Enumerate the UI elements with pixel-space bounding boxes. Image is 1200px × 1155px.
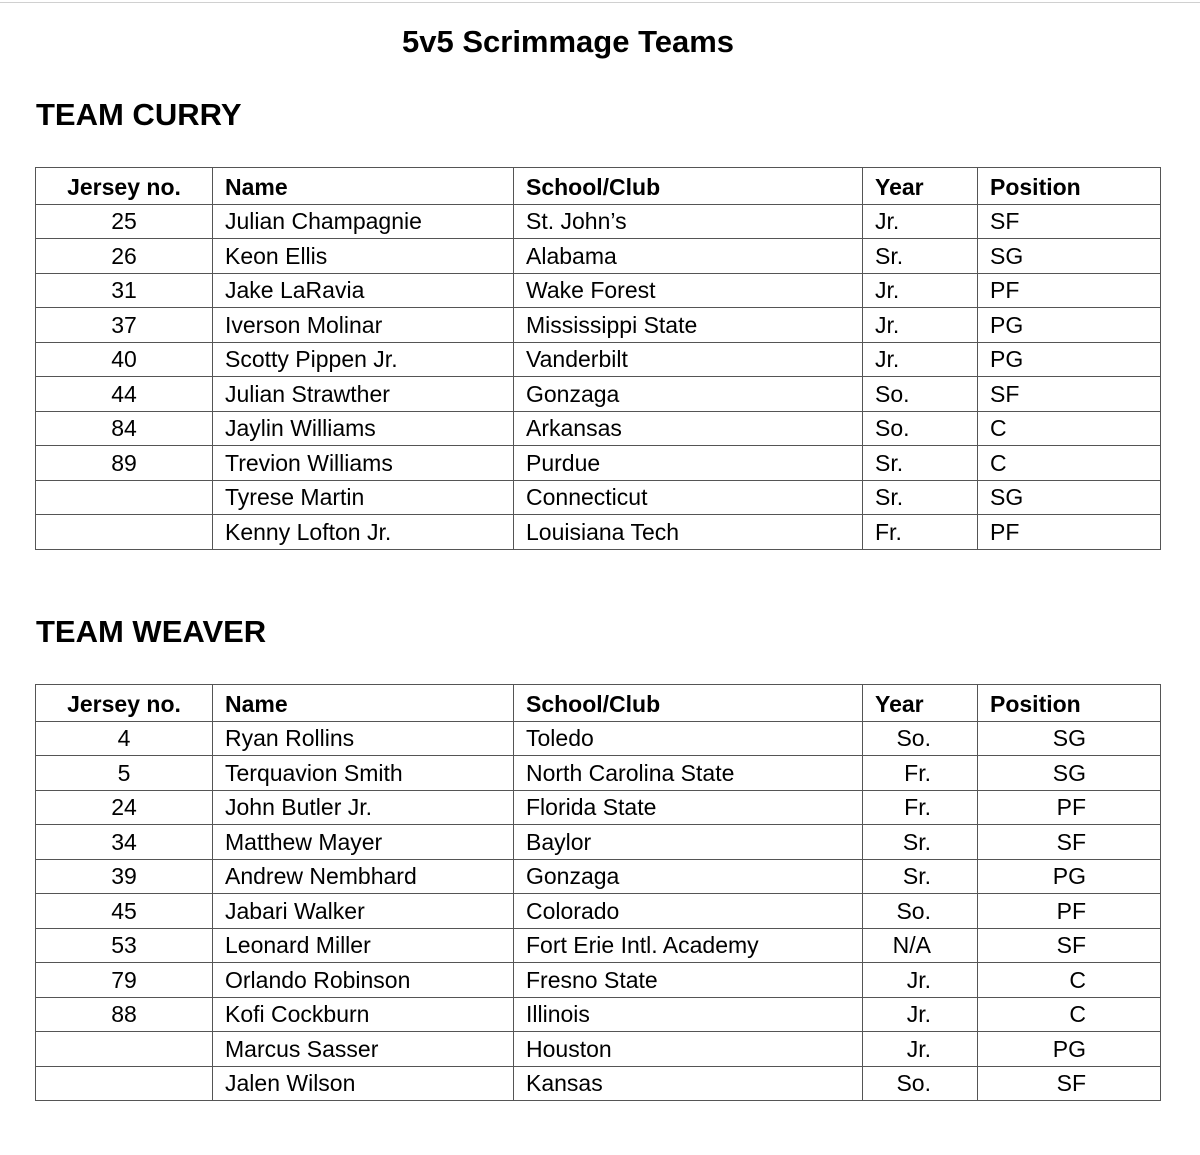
year-cell: So. bbox=[863, 1066, 978, 1101]
position-cell: SG bbox=[978, 239, 1161, 274]
player-name-cell: Iverson Molinar bbox=[213, 308, 514, 343]
table-row bbox=[36, 894, 1161, 929]
position-cell: PF bbox=[978, 894, 1161, 929]
year-cell: Fr. bbox=[863, 515, 978, 550]
year-column-header: Year bbox=[863, 685, 978, 722]
school-cell: Arkansas bbox=[514, 411, 863, 446]
position-cell: PG bbox=[978, 1032, 1161, 1067]
year-cell: Sr. bbox=[863, 859, 978, 894]
table-row bbox=[36, 204, 1161, 239]
year-cell: Jr. bbox=[863, 204, 978, 239]
school-cell: Fresno State bbox=[514, 963, 863, 998]
table-row bbox=[36, 756, 1161, 791]
position-column-header: Position bbox=[978, 168, 1161, 205]
player-name-cell: Julian Strawther bbox=[213, 377, 514, 412]
school-cell: North Carolina State bbox=[514, 756, 863, 791]
position-cell: C bbox=[978, 997, 1161, 1032]
school-cell: Colorado bbox=[514, 894, 863, 929]
year-cell: Jr. bbox=[863, 997, 978, 1032]
year-cell: So. bbox=[863, 894, 978, 929]
table-row bbox=[36, 963, 1161, 998]
table-row bbox=[36, 515, 1161, 550]
table-row bbox=[36, 928, 1161, 963]
player-name-cell: Marcus Sasser bbox=[213, 1032, 514, 1067]
player-name-cell: Jalen Wilson bbox=[213, 1066, 514, 1101]
position-column-header: Position bbox=[978, 685, 1161, 722]
position-cell: SG bbox=[978, 480, 1161, 515]
jersey-column-header: Jersey no. bbox=[36, 685, 213, 722]
player-name-cell: Scotty Pippen Jr. bbox=[213, 342, 514, 377]
table-row bbox=[36, 825, 1161, 860]
jersey-cell: 88 bbox=[36, 997, 213, 1032]
position-cell: C bbox=[978, 446, 1161, 481]
position-cell: C bbox=[978, 963, 1161, 998]
jersey-cell: 5 bbox=[36, 756, 213, 791]
position-cell: SF bbox=[978, 928, 1161, 963]
year-cell: So. bbox=[863, 377, 978, 412]
name-column-header: Name bbox=[213, 168, 514, 205]
school-cell: Alabama bbox=[514, 239, 863, 274]
jersey-cell: 53 bbox=[36, 928, 213, 963]
position-cell: SF bbox=[978, 377, 1161, 412]
jersey-column-header: Jersey no. bbox=[36, 168, 213, 205]
school-cell: Gonzaga bbox=[514, 859, 863, 894]
year-cell: N/A bbox=[863, 928, 978, 963]
player-name-cell: Trevion Williams bbox=[213, 446, 514, 481]
year-cell: Jr. bbox=[863, 1032, 978, 1067]
team-weaver-table bbox=[35, 684, 1161, 1101]
table-row bbox=[36, 239, 1161, 274]
year-cell: Jr. bbox=[863, 963, 978, 998]
team-weaver-heading: TEAM WEAVER bbox=[36, 614, 267, 649]
year-cell: Jr. bbox=[863, 273, 978, 308]
school-cell: Gonzaga bbox=[514, 377, 863, 412]
position-cell: PF bbox=[978, 515, 1161, 550]
player-name-cell: Kenny Lofton Jr. bbox=[213, 515, 514, 550]
table-row bbox=[36, 308, 1161, 343]
player-name-cell: John Butler Jr. bbox=[213, 790, 514, 825]
jersey-cell: 31 bbox=[36, 273, 213, 308]
school-column-header: School/Club bbox=[514, 685, 863, 722]
table-row bbox=[36, 446, 1161, 481]
school-cell: Houston bbox=[514, 1032, 863, 1067]
player-name-cell: Julian Champagnie bbox=[213, 204, 514, 239]
player-name-cell: Keon Ellis bbox=[213, 239, 514, 274]
position-cell: SF bbox=[978, 204, 1161, 239]
player-name-cell: Jabari Walker bbox=[213, 894, 514, 929]
year-cell: Fr. bbox=[863, 756, 978, 791]
year-cell: So. bbox=[863, 411, 978, 446]
position-cell: PF bbox=[978, 790, 1161, 825]
jersey-cell: 34 bbox=[36, 825, 213, 860]
year-cell: Fr. bbox=[863, 790, 978, 825]
school-cell: Baylor bbox=[514, 825, 863, 860]
table-row bbox=[36, 790, 1161, 825]
school-cell: Wake Forest bbox=[514, 273, 863, 308]
position-cell: PG bbox=[978, 342, 1161, 377]
position-cell: SF bbox=[978, 825, 1161, 860]
jersey-cell: 79 bbox=[36, 963, 213, 998]
jersey-cell: 44 bbox=[36, 377, 213, 412]
school-cell: Connecticut bbox=[514, 480, 863, 515]
team-curry-heading: TEAM CURRY bbox=[36, 97, 242, 132]
table-row bbox=[36, 997, 1161, 1032]
table-row bbox=[36, 411, 1161, 446]
school-cell: Kansas bbox=[514, 1066, 863, 1101]
school-cell: Mississippi State bbox=[514, 308, 863, 343]
table-row bbox=[36, 859, 1161, 894]
name-column-header: Name bbox=[213, 685, 514, 722]
table-row bbox=[36, 1032, 1161, 1067]
page-title: 5v5 Scrimmage Teams bbox=[402, 24, 735, 59]
table-row bbox=[36, 1066, 1161, 1101]
position-cell: SF bbox=[978, 1066, 1161, 1101]
school-cell: Toledo bbox=[514, 721, 863, 756]
position-cell: PF bbox=[978, 273, 1161, 308]
position-cell: PG bbox=[978, 308, 1161, 343]
jersey-cell: 26 bbox=[36, 239, 213, 274]
jersey-cell bbox=[36, 1066, 213, 1101]
jersey-cell bbox=[36, 515, 213, 550]
year-cell: So. bbox=[863, 721, 978, 756]
player-name-cell: Orlando Robinson bbox=[213, 963, 514, 998]
player-name-cell: Tyrese Martin bbox=[213, 480, 514, 515]
year-cell: Sr. bbox=[863, 239, 978, 274]
player-name-cell: Ryan Rollins bbox=[213, 721, 514, 756]
position-cell: PG bbox=[978, 859, 1161, 894]
player-name-cell: Terquavion Smith bbox=[213, 756, 514, 791]
school-cell: Louisiana Tech bbox=[514, 515, 863, 550]
player-name-cell: Kofi Cockburn bbox=[213, 997, 514, 1032]
school-cell: Florida State bbox=[514, 790, 863, 825]
player-name-cell: Jaylin Williams bbox=[213, 411, 514, 446]
jersey-cell: 24 bbox=[36, 790, 213, 825]
position-cell: SG bbox=[978, 756, 1161, 791]
school-cell: Vanderbilt bbox=[514, 342, 863, 377]
player-name-cell: Leonard Miller bbox=[213, 928, 514, 963]
jersey-cell: 4 bbox=[36, 721, 213, 756]
table-row bbox=[36, 480, 1161, 515]
player-name-cell: Jake LaRavia bbox=[213, 273, 514, 308]
jersey-cell: 89 bbox=[36, 446, 213, 481]
jersey-cell: 84 bbox=[36, 411, 213, 446]
school-cell: Fort Erie Intl. Academy bbox=[514, 928, 863, 963]
year-cell: Jr. bbox=[863, 308, 978, 343]
school-column-header: School/Club bbox=[514, 168, 863, 205]
jersey-cell: 45 bbox=[36, 894, 213, 929]
table-header-row bbox=[36, 168, 1161, 205]
top-divider bbox=[0, 2, 1200, 3]
year-cell: Sr. bbox=[863, 446, 978, 481]
jersey-cell: 25 bbox=[36, 204, 213, 239]
table-header-row bbox=[36, 685, 1161, 722]
table-row bbox=[36, 721, 1161, 756]
table-row bbox=[36, 273, 1161, 308]
jersey-cell: 39 bbox=[36, 859, 213, 894]
player-name-cell: Andrew Nembhard bbox=[213, 859, 514, 894]
year-cell: Jr. bbox=[863, 342, 978, 377]
table-row bbox=[36, 342, 1161, 377]
player-name-cell: Matthew Mayer bbox=[213, 825, 514, 860]
year-column-header: Year bbox=[863, 168, 978, 205]
jersey-cell bbox=[36, 1032, 213, 1067]
jersey-cell bbox=[36, 480, 213, 515]
year-cell: Sr. bbox=[863, 480, 978, 515]
school-cell: St. John’s bbox=[514, 204, 863, 239]
position-cell: C bbox=[978, 411, 1161, 446]
school-cell: Illinois bbox=[514, 997, 863, 1032]
year-cell: Sr. bbox=[863, 825, 978, 860]
jersey-cell: 37 bbox=[36, 308, 213, 343]
team-curry-table bbox=[35, 167, 1161, 550]
jersey-cell: 40 bbox=[36, 342, 213, 377]
position-cell: SG bbox=[978, 721, 1161, 756]
school-cell: Purdue bbox=[514, 446, 863, 481]
table-row bbox=[36, 377, 1161, 412]
